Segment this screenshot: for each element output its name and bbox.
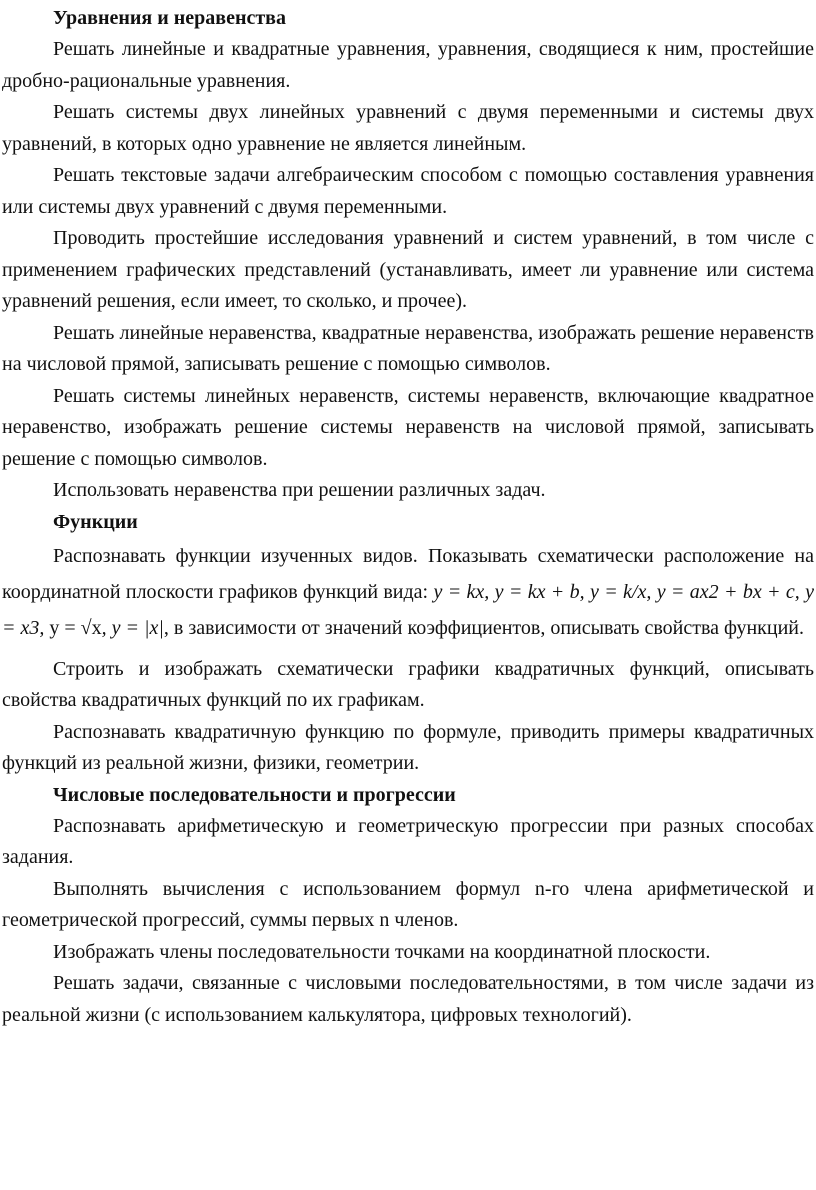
formula-abs: , y = |x| bbox=[101, 616, 164, 639]
paragraph: Решать текстовые задачи алгебраическим способом с помощью составления уравнения или системы двух уравнений с двумя переменными. bbox=[2, 164, 814, 218]
paragraph: Изображать члены последовательности точками на координатной плоскости. bbox=[53, 940, 711, 963]
paragraph: Решать системы линейных неравенств, системы неравенств, включающие квадратное неравенство, изображать решение системы неравенств на числовой прямой, записывать решение с помощью символов. bbox=[2, 384, 814, 470]
paragraph: Использовать неравенства при решении различных задач. bbox=[53, 479, 546, 501]
paragraph: Строить и изображать схематически графики квадратичных функций, описывать свойства квадратичных функций по их графикам. bbox=[2, 657, 814, 711]
paragraph: Распознавать квадратичную функцию по формуле, приводить примеры квадратичных функций из реальной жизни, физики, геометрии. bbox=[2, 720, 814, 774]
paragraph: Решать системы двух линейных уравнений с двумя переменными и системы двух уравнений, в которых одно уравнение не является линейным. bbox=[2, 101, 814, 155]
paragraph: Распознавать арифметическую и геометрическую прогрессии при разных способах задания. bbox=[2, 814, 814, 868]
formula-sqrt: y = √x bbox=[44, 616, 102, 639]
paragraph: Выполнять вычисления с использованием формул n-го члена арифметической и геометрической прогрессий, суммы первых n членов. bbox=[2, 877, 814, 931]
functions-paragraph bbox=[2, 538, 814, 646]
paragraph: Проводить простейшие исследования уравнений и систем уравнений, в том числе с применением графических представлений (устанавливать, имеет ли уравнение или система уравнений решения, если имеет, то сколько, и прочее). bbox=[2, 227, 814, 312]
section-heading-equations: Уравнения и неравенства bbox=[53, 7, 286, 29]
section-heading-functions: Функции bbox=[53, 510, 138, 533]
functions-outro: , в зависимости от значений коэффициентов, описывать свойства функций. bbox=[163, 616, 805, 639]
section-heading-sequences: Числовые последовательности и прогрессии bbox=[53, 783, 456, 806]
paragraph: Решать задачи, связанные с числовыми последовательностями, в том числе задачи из реальной жизни (с использованием калькулятора, цифровых технологий). bbox=[2, 972, 814, 1026]
formula-list: y = kx, y = kx + b, y = k/x, y = ax2 + bx + c, y = x3, bbox=[2, 580, 814, 639]
paragraph: Решать линейные и квадратные уравнения, уравнения, сводящиеся к ним, простейшие дробно-рациональные уравнения. bbox=[2, 38, 814, 92]
paragraph: Решать линейные неравенства, квадратные неравенства, изображать решение неравенств на числовой прямой, записывать решение с помощью символов. bbox=[2, 321, 814, 375]
functions-intro: Распознавать функции изученных видов. Показывать схематически расположение на координатной плоскости графиков функций вида: bbox=[2, 544, 814, 603]
